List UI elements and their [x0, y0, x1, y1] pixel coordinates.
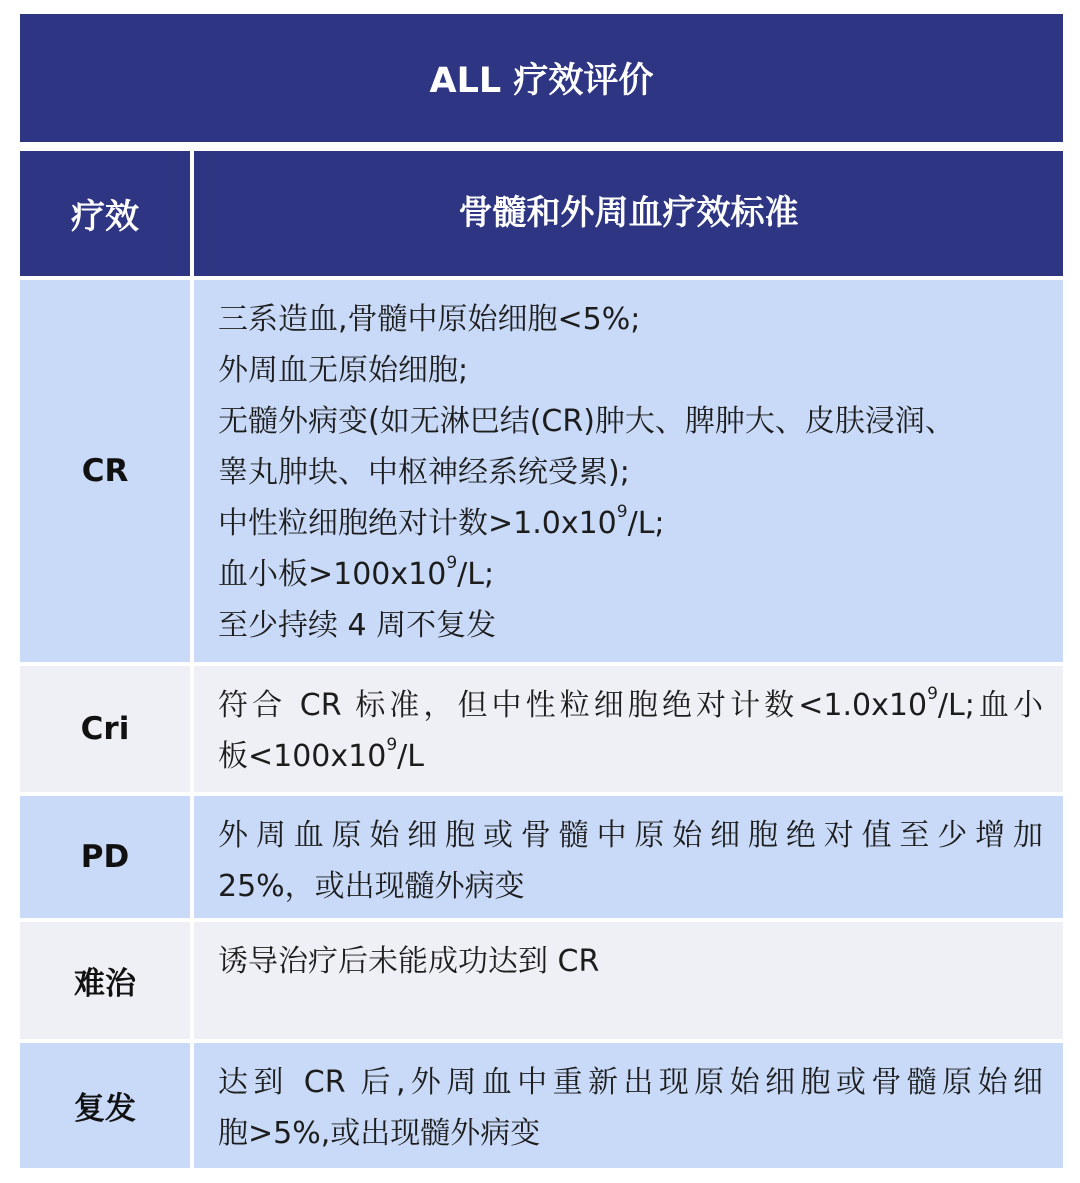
- criteria-text: /L;血小: [937, 688, 1044, 723]
- criteria-line: 25%，或出现髓外病变: [218, 869, 525, 904]
- table-header-row: [20, 151, 1063, 276]
- row-criteria: [194, 796, 1063, 918]
- row-label: 难治: [20, 922, 190, 1039]
- criteria-line: 外周血无原始细胞;: [218, 353, 469, 388]
- criteria-line: 诱导治疗后未能成功达到 CR: [218, 944, 600, 979]
- title-gap: [20, 142, 1063, 151]
- criteria-line: [218, 498, 1043, 549]
- table-row-cri: [20, 666, 1063, 792]
- exponent: 9: [616, 502, 628, 522]
- row-criteria: [194, 280, 1063, 662]
- table-row-pd: [20, 796, 1063, 918]
- criteria-text: 符合 CR 标准，但中性粒细胞绝对计数<1.0x10: [218, 688, 928, 723]
- criteria-text: 中性粒细胞绝对计数>1.0x10: [218, 506, 617, 541]
- exponent: 9: [446, 553, 458, 573]
- criteria-line: [218, 549, 1043, 600]
- exponent: 9: [386, 735, 398, 755]
- row-label: PD: [20, 796, 190, 918]
- criteria-line: 胞>5%,或出现髓外病变: [218, 1116, 541, 1151]
- criteria-line: [218, 680, 1043, 731]
- criteria-line: 至少持续 4 周不复发: [218, 608, 497, 643]
- criteria-line: 睾丸肿块、中枢神经系统受累);: [218, 455, 630, 490]
- table-row-cr: [20, 280, 1063, 662]
- row-criteria: [194, 922, 1063, 1039]
- criteria-line: 达到 CR 后,外周血中重新出现原始细胞或骨髓原始细: [218, 1065, 1043, 1100]
- criteria-text: 血小板>100x10: [218, 557, 447, 592]
- exponent: 9: [927, 684, 938, 704]
- criteria-line: 外周血原始细胞或骨髓中原始细胞绝对值至少增加: [218, 818, 1043, 853]
- table-row-refractory: [20, 922, 1063, 1039]
- row-criteria: [194, 666, 1063, 792]
- header-criteria: 骨髓和外周血疗效标准: [194, 151, 1063, 276]
- criteria-text: /L;: [457, 557, 495, 592]
- criteria-text: /L;: [627, 506, 665, 541]
- row-label: 复发: [20, 1043, 190, 1168]
- criteria-line: 无髓外病变(如无淋巴结(CR)肿大、脾肿大、皮肤浸润、: [218, 404, 955, 439]
- criteria-line: 三系造血,骨髓中原始细胞<5%;: [218, 302, 641, 337]
- row-label: Cri: [20, 666, 190, 792]
- row-label: CR: [20, 280, 190, 662]
- table-title: ALL 疗效评价: [20, 14, 1063, 142]
- criteria-text: 板<100x10: [218, 739, 387, 774]
- criteria-text: /L: [397, 739, 424, 774]
- criteria-line: [218, 731, 1043, 782]
- efficacy-table: [20, 14, 1063, 1168]
- header-efficacy: 疗效: [20, 151, 190, 276]
- row-criteria: [194, 1043, 1063, 1168]
- table-row-relapse: [20, 1043, 1063, 1168]
